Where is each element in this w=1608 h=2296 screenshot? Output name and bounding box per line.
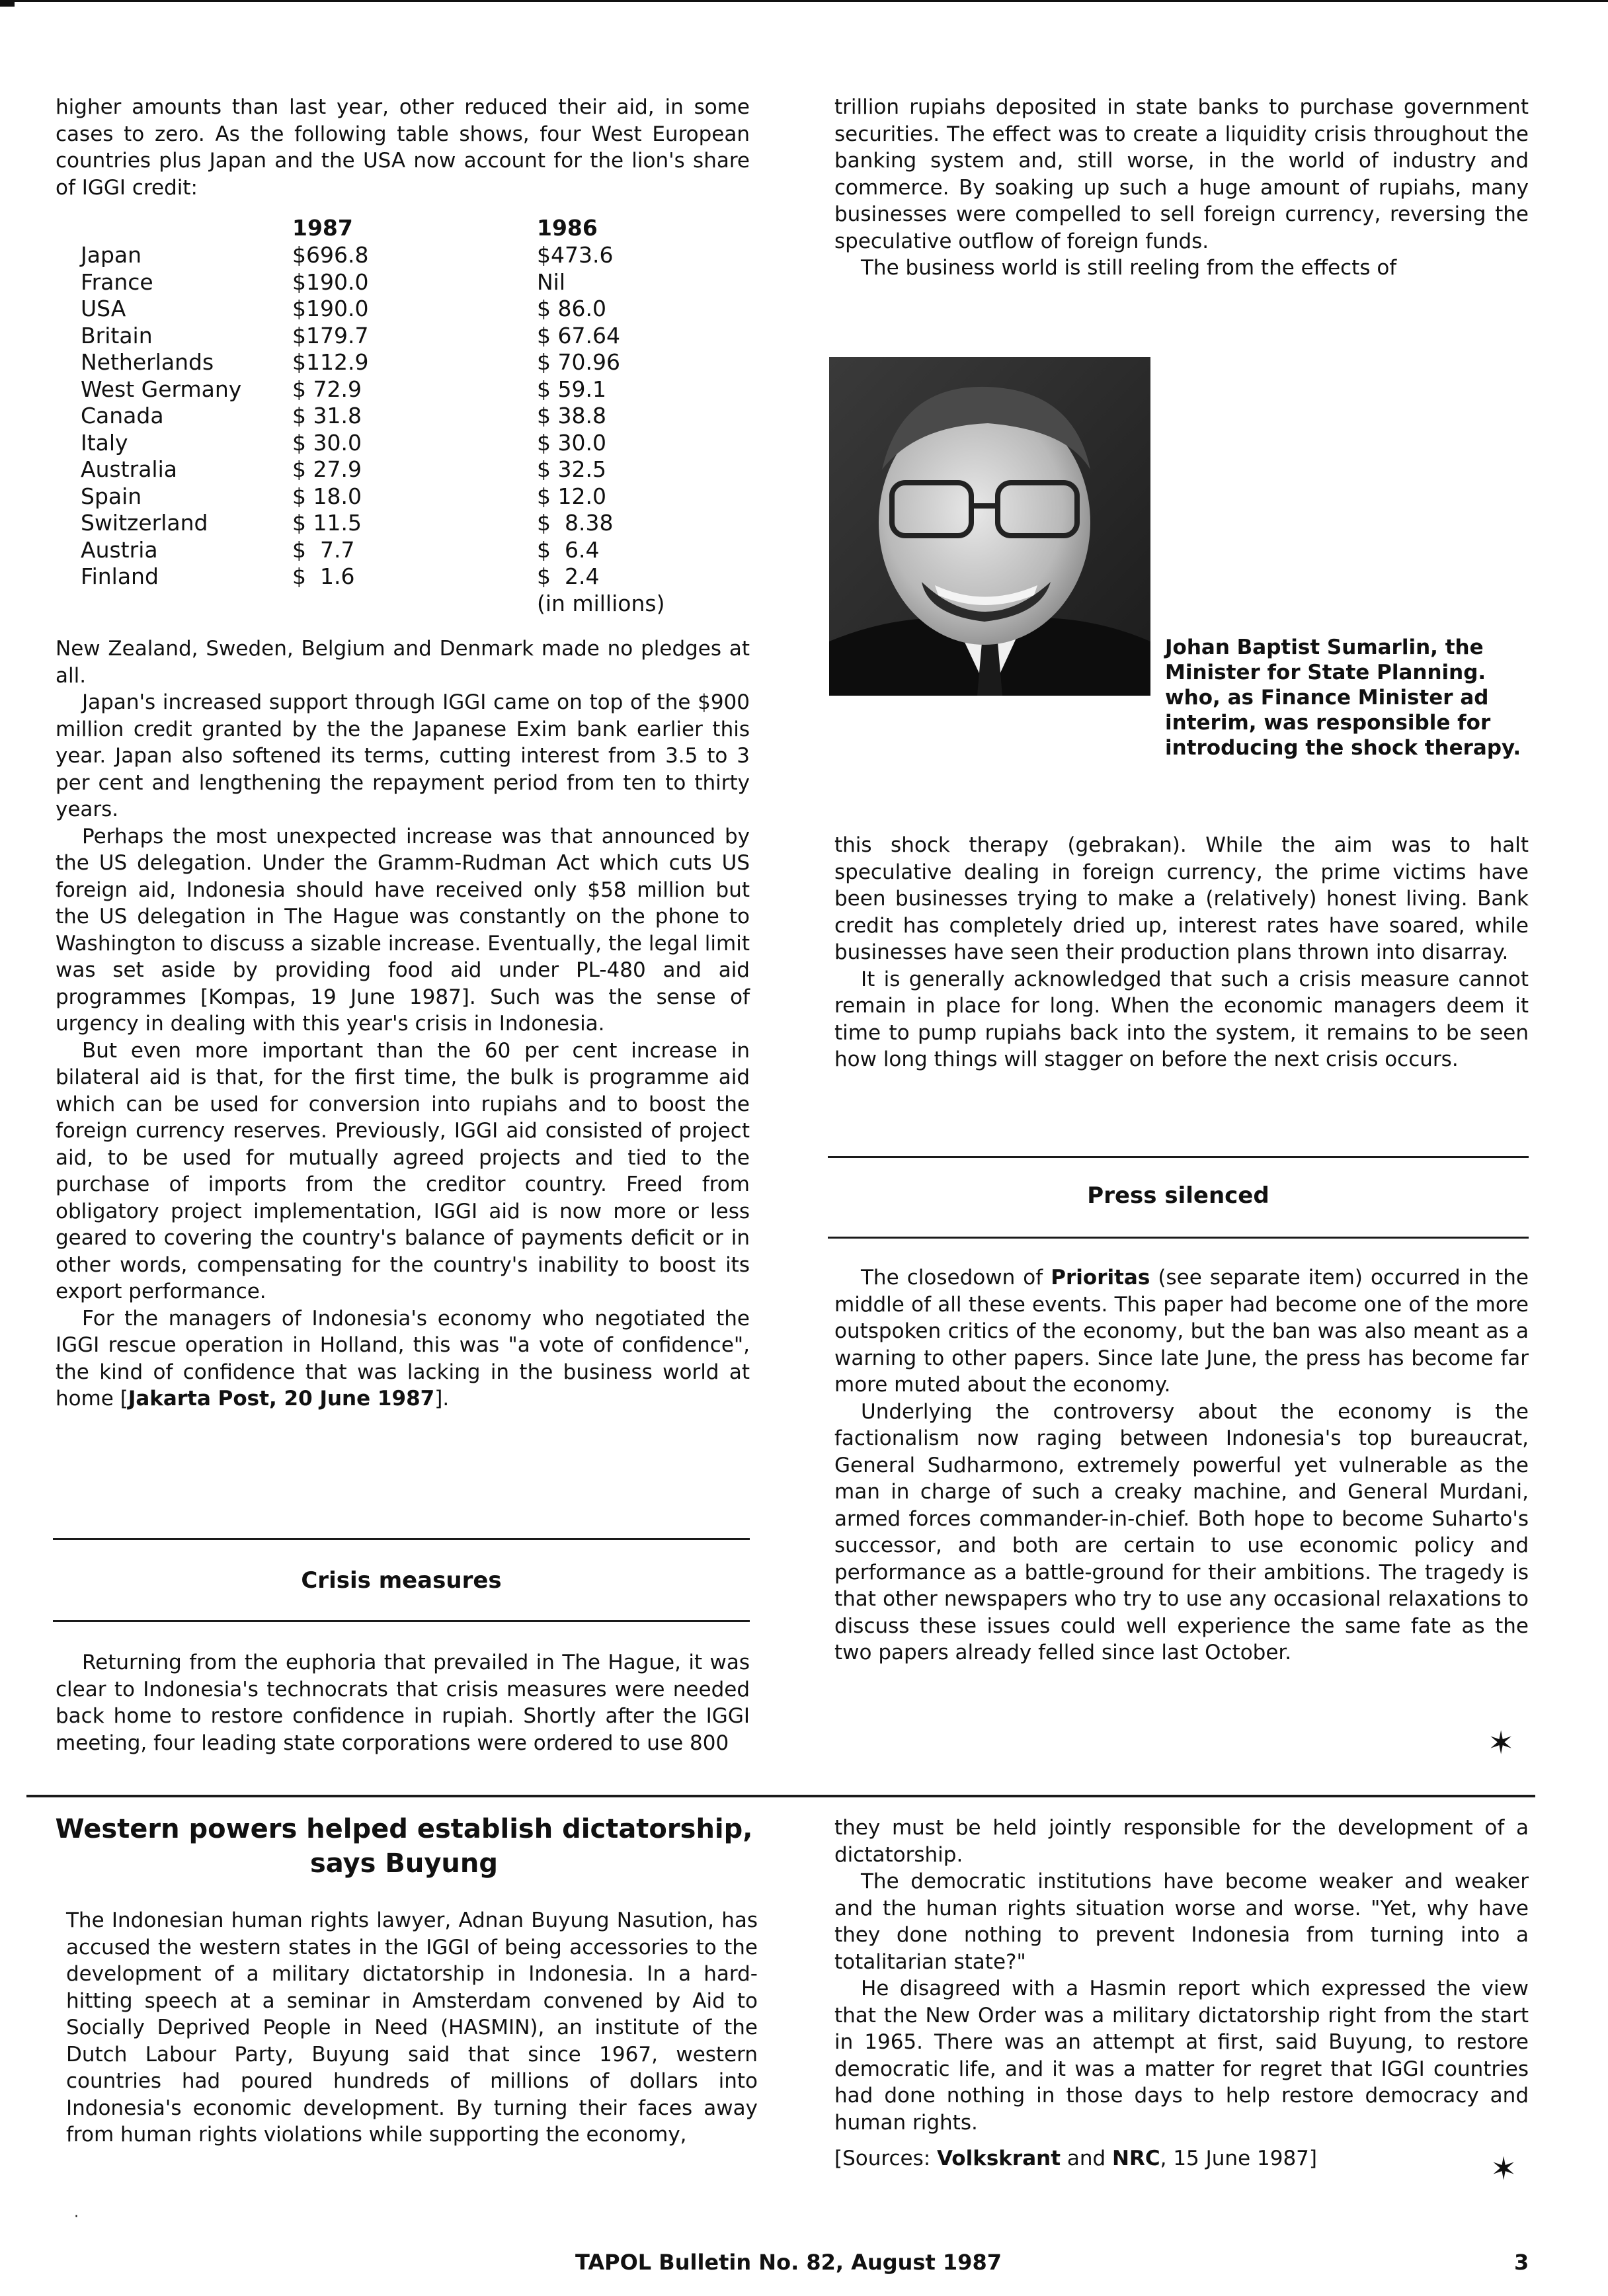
managers-text-end: ]. (434, 1387, 450, 1411)
table-unit-note: (in millions) (537, 590, 665, 616)
table-cell-1986: $ 2.4 (537, 563, 600, 589)
crisis-rule-top (53, 1538, 750, 1540)
managers-text: For the managers of Indonesia's economy who negotiated the IGGI rescue operation in Holland, this was "a vote of confidence", the kind of confidence that was lacking in the business world at home [ (56, 1306, 750, 1411)
left-body-paragraph: Perhaps the most unexpected increase was that announced by the US delegation. Under the Gramm-Rudman Act which cuts US foreign aid, Indonesia should have received only $58 million but the US delegation in The Hague was constantly on the phone to Washington to discuss a sizable increase. Eventually, the legal limit was set aside by providing food aid under PL-480 and aid programmes [Kompas, 19 June 1987]. Such was the sense of urgency in dealing with this year's crisis in Indonesia. (56, 824, 750, 1036)
table-cell-1986: Nil (537, 268, 566, 295)
scan-mark: · (74, 2209, 79, 2225)
left-body (56, 636, 750, 1305)
table-cell-country: Spain (81, 483, 142, 509)
table-cell-1987: $ 7.7 (292, 536, 355, 563)
table-row (81, 456, 620, 483)
table-cell-1986: $ 86.0 (537, 296, 606, 321)
star-icon: ✶ (1490, 2151, 1517, 2188)
table-cell-country: Finland (81, 563, 159, 589)
table-row (81, 349, 620, 376)
portrait-image (829, 357, 1150, 696)
table-cell-country: Japan (81, 242, 142, 268)
table-cell-1987: $ 30.0 (292, 429, 362, 456)
table-cell-1987: $190.0 (292, 296, 369, 321)
table-cell-1986: $ 70.96 (537, 349, 620, 375)
right-top-paragraph-1: trillion rupiahs deposited in state banks to purchase government securities. The effect was to create a liquidity crisis throughout the banking system and, still worse, in the world of industry and commerce. By soaking up such a huge amount of rupiahs, many businesses were compelled to sell foreign currency, reversing the speculative outflow of foreign funds. (834, 95, 1529, 253)
table-cell-1987: $ 31.8 (292, 403, 362, 429)
table-cell-1987: $179.7 (292, 322, 369, 348)
sources-and: and (1061, 2147, 1113, 2170)
footer-publication: TAPOL Bulletin No. 82, August 1987 (575, 2250, 1002, 2275)
article2-right-column (834, 1815, 1529, 2172)
left-body-paragraph: New Zealand, Sweden, Belgium and Denmark made no pledges at all. (56, 637, 750, 688)
footer-page-number: 3 (1514, 2250, 1529, 2275)
managers-paragraph (56, 1305, 750, 1413)
table-cell-1987: $ 11.5 (292, 510, 362, 536)
sources-line (834, 2145, 1529, 2172)
table-header-1986: 1986 (537, 214, 598, 241)
table-row (81, 296, 620, 323)
top-corner-mark (0, 0, 15, 7)
table-header-1987: 1987 (292, 214, 353, 241)
top-border (0, 0, 1608, 2)
article-separator (26, 1795, 1535, 1797)
table-cell-country: Britain (81, 322, 153, 348)
table-header-country (81, 214, 292, 242)
intro-paragraph: higher amounts than last year, other reduced their aid, in some cases to zero. As the following table shows, four West European countries plus Japan and the USA now account for the lion's share of IGGI credit: (56, 95, 750, 200)
table-cell-1987: $ 1.6 (292, 563, 355, 589)
table-cell-1987: $190.0 (292, 268, 369, 295)
press-text: The closedown of (861, 1266, 1051, 1290)
article2-right-paragraph-2: The democratic institutions have become weaker and weaker and the human rights situation worse and worse. "Yet, why have they done nothing to prevent Indonesia from turning into a totalitarian state?" (834, 1869, 1529, 1974)
table-row (81, 563, 620, 591)
prioritas-name: Prioritas (1051, 1266, 1150, 1290)
article2-right-paragraph-1: they must be held jointly responsible for the development of a dictatorship. (834, 1816, 1529, 1867)
portrait-photo (829, 357, 1150, 696)
press-paragraph-1 (834, 1264, 1529, 1399)
right-top-paragraph-2: The business world is still reeling from the effects of (861, 256, 1397, 280)
table-header-row (81, 214, 620, 242)
table-cell-1986: $ 67.64 (537, 322, 620, 348)
crisis-heading: Crisis measures (301, 1567, 502, 1594)
table-row (81, 376, 620, 403)
table-cell-1986: $ 38.8 (537, 403, 606, 429)
left-column-article1 (56, 94, 750, 1413)
table-cell-country: Australia (81, 456, 177, 482)
left-body-paragraph: But even more important than the 60 per cent increase in bilateral aid is that, for the first time, the bulk is programme aid which can be used for conversion into rupiahs and to boost the foreign currency reserves. Previously, IGGI aid consisted of project aid, to be used for mutually agreed projects and tied to the purchase of imports from the creditor country. Freed from obligatory project implementation, IGGI aid is now more or less geared to covering the country's balance of payments deficit or in other words, compensating for the country's inability to boost its export performance. (56, 1038, 750, 1303)
crisis-column (56, 1649, 750, 1756)
left-body-paragraph: Japan's increased support through IGGI came on top of the $900 million credit granted by the the Japanese Exim bank earlier this year. Japan also softened its terms, cutting interest from 3.5 to 3 per cent and lengthening the repayment period from ten to thirty years. (56, 690, 750, 821)
press-rule-bottom (828, 1237, 1529, 1239)
table-cell-country: West Germany (81, 376, 242, 402)
table-cell-country: Austria (81, 536, 158, 563)
table-row (81, 483, 620, 511)
table-row (81, 403, 620, 430)
table-cell-1987: $696.8 (292, 242, 369, 268)
source-nrc: NRC (1112, 2147, 1160, 2170)
table-cell-1987: $ 27.9 (292, 456, 362, 482)
article2-right-paragraph-3: He disagreed with a Hasmin report which expressed the view that the New Order was a military dictatorship right from the start in 1965. There was an attempt at first, said Buyung, to restore democratic life, and it was a matter for regret that IGGI countries had done nothing in those days to help restore democracy and human rights. (834, 1977, 1529, 2135)
article2-headline: Western powers helped establish dictatorship, says Buyung (55, 1814, 753, 1879)
crisis-paragraph: Returning from the euphoria that prevailed in The Hague, it was clear to Indonesia's technocrats that crisis measures were needed back home to restore confidence in rupiah. Shortly after the IGGI meeting, four leading state corporations were ordered to use 800 (56, 1651, 750, 1755)
table-row (81, 242, 620, 269)
article2-left-column (66, 1907, 758, 2149)
press-text-end: (see separate item) occurred in the middle of all these events. This paper had become one of the more outspoken critics of the economy, but the ban was also meant as a warning to other papers. Since late June, the press has become far more muted about the economy. (834, 1266, 1529, 1397)
right-column-top (834, 94, 1529, 282)
sources-text: [Sources: (834, 2147, 938, 2170)
table-cell-1986: $ 32.5 (537, 456, 606, 482)
table-cell-country: Netherlands (81, 349, 214, 375)
table-row (81, 537, 620, 564)
sources-date: , 15 June 1987] (1160, 2147, 1317, 2170)
table-row (81, 323, 620, 350)
table-cell-1987: $ 18.0 (292, 483, 362, 509)
table-cell-1987: $112.9 (292, 349, 369, 375)
press-paragraph-2: Underlying the controversy about the economy is the factionalism now raging between Indonesia's top bureaucrat, General Sudharmono, extremely powerful yet vulnerable as the man in charge of such a creaky machine, and General Murdani, armed forces commander-in-chief. Both hope to become Suharto's successor, and both are certain to use economic policy and performance as a battle-ground for their ambitions. The tragedy is that other newspapers who try to use any occasional relaxations to discuss these issues could well experience the same fate as the two papers already felled since last October. (834, 1399, 1529, 1664)
iggi-credit-table (81, 214, 620, 591)
table-cell-1986: $ 59.1 (537, 376, 606, 402)
right-mid-paragraph-2: It is generally acknowledged that such a crisis measure cannot remain in place for long. When the economic managers deem it time to pump rupiahs back into the system, it remains to be seen how long things will stagger on before the next crisis occurs. (834, 967, 1529, 1071)
table-cell-country: Canada (81, 403, 164, 429)
table-cell-1986: $ 12.0 (537, 483, 606, 509)
managers-source: Jakarta Post, 20 June 1987 (128, 1387, 435, 1411)
table-cell-1986: $473.6 (537, 242, 614, 268)
right-mid-paragraph-1: this shock therapy (gebrakan). While the aim was to halt speculative dealing in foreign currency, the prime victims have been businesses trying to make a (relatively) honest living. Bank credit has completely dried up, interest rates have soared, while businesses have seen their production plans thrown into disarray. (834, 833, 1529, 964)
photo-caption: Johan Baptist Sumarlin, the Minister for State Planning. who, as Finance Minister ad interim, was responsible for introducing the shock therapy. (1165, 636, 1521, 760)
table-row (81, 430, 620, 457)
table-body (81, 242, 620, 591)
table-cell-country: Switzerland (81, 510, 208, 536)
table-cell-1986: $ 6.4 (537, 536, 600, 563)
table-cell-country: France (81, 268, 153, 295)
star-icon: ✶ (1488, 1725, 1515, 1762)
table-cell-1986: $ 8.38 (537, 510, 614, 536)
press-rule-top (828, 1156, 1529, 1158)
source-volkskrant: Volkskrant (937, 2147, 1061, 2170)
table-row (81, 510, 620, 537)
table-cell-country: USA (81, 296, 126, 321)
press-heading: Press silenced (1087, 1182, 1269, 1209)
table-cell-country: Italy (81, 429, 128, 456)
right-column-mid (834, 832, 1529, 1073)
table-cell-1987: $ 72.9 (292, 376, 362, 402)
press-column (834, 1264, 1529, 1666)
table-row (81, 269, 620, 296)
crisis-rule-bottom (53, 1620, 750, 1622)
article2-left-paragraph: The Indonesian human rights lawyer, Adnan Buyung Nasution, has accused the western states in the IGGI of being accessories to the development of a military dictatorship in Indonesia. In a hard-hitting speech at a seminar in Amsterdam convened by Aid to Socially Deprived People in Need (HASMIN), an institute of the Dutch Labour Party, Buyung said that since 1967, western countries had poured hundreds of millions of dollars into Indonesia's economic development. By turning their faces away from human rights violations while supporting the economy, (66, 1908, 758, 2147)
table-cell-1986: $ 30.0 (537, 429, 606, 456)
